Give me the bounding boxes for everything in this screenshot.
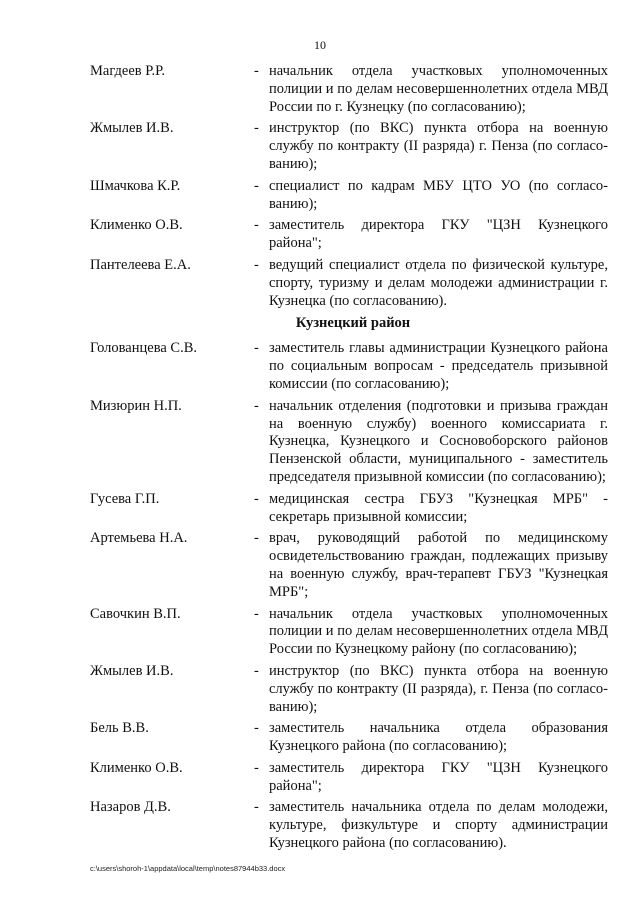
member-entry — [90, 799, 608, 852]
entry-dash: - — [254, 490, 259, 507]
member-entry — [90, 760, 608, 796]
member-name: Бель В.В. — [90, 720, 149, 737]
member-name: Савочкин В.П. — [90, 605, 181, 622]
member-name: Артемьева Н.А. — [90, 530, 188, 547]
entry-dash: - — [254, 720, 259, 737]
member-name: Голованцева С.В. — [90, 340, 198, 357]
entry-dash: - — [254, 256, 259, 273]
member-name: Клименко О.В. — [90, 759, 183, 776]
member-role: инструктор (по ВКС) пункта отбора на военную службу по контракту (II разряда), г. Пенза (по согласованию); — [269, 662, 608, 715]
member-name: Жмылев И.В. — [90, 120, 174, 137]
member-role: заместитель начальника отдела образования Кузнецкого района (по согласованию); — [269, 720, 608, 755]
entry-dash: - — [254, 397, 259, 414]
member-name: Гусева Г.П. — [90, 490, 160, 507]
member-role: заместитель начальника отдела по делам молодежи, культуре, физкультуре и спорту администрации Кузнецкого района (по согласованию). — [269, 799, 608, 852]
entry-dash: - — [254, 662, 259, 679]
member-name: Клименко О.В. — [90, 217, 183, 234]
member-entry — [90, 257, 608, 310]
member-entry — [90, 120, 608, 173]
entry-dash: - — [254, 217, 259, 234]
member-entry — [90, 720, 608, 756]
member-entry — [90, 63, 608, 116]
commission-list — [90, 63, 608, 857]
member-entry — [90, 663, 608, 716]
entry-dash: - — [254, 799, 259, 816]
city-member-list — [90, 63, 608, 310]
member-role: заместитель директора ГКУ "ЦЗН Кузнецкого района"; — [269, 217, 608, 252]
document-file-path: c:\users\shoroh-1\appdata\local\temp\notes87944b33.docx — [90, 864, 286, 873]
member-entry — [90, 217, 608, 253]
member-name: Шмачкова К.Р. — [90, 177, 181, 194]
member-role: начальник отделения (подготовки и призыва граждан на военную службу) военного комиссариата г. Кузнецка, Кузнецкого и Сосновоборского районов Пензенской области, муниципального - заместитель председателя призывной комиссии (по согласованию); — [269, 397, 608, 485]
member-role: начальник отдела участковых уполномоченных полиции и по делам несовершеннолетних отдела МВД России по Кузнецкому району (по согласованию); — [269, 605, 608, 658]
member-role: инструктор (по ВКС) пункта отбора на военную службу по контракту (II разряда) г. Пенза (по согласованию); — [269, 120, 608, 172]
member-role: врач, руководящий работой по медицинскому освидетельствованию граждан, подлежащих призыву на военную службу, врач-терапевт ГБУЗ "Кузнецкая МРБ"; — [269, 530, 608, 600]
member-entry — [90, 398, 608, 487]
member-entry — [90, 491, 608, 527]
member-entry — [90, 530, 608, 601]
member-role: заместитель главы администрации Кузнецкого района по социальным вопросам - председатель призывной комиссии (по согласованию); — [269, 340, 608, 392]
member-entry — [90, 178, 608, 214]
member-name: Магдеев Р.Р. — [90, 63, 166, 79]
entry-dash: - — [254, 120, 259, 137]
member-role: специалист по кадрам МБУ ЦТО УО (по согласованию); — [269, 177, 608, 212]
member-role: начальник отдела участковых уполномоченных полиции и по делам несовершеннолетних отдела МВД России по г. Кузнецку (по согласованию); — [269, 63, 608, 115]
member-role: медицинская сестра ГБУЗ "Кузнецкая МРБ" - секретарь призывной комиссии; — [269, 490, 608, 525]
member-name: Пантелеева Е.А. — [90, 256, 191, 273]
member-name: Жмылев И.В. — [90, 662, 174, 679]
district-member-list — [90, 340, 608, 853]
entry-dash: - — [254, 759, 259, 776]
member-role: заместитель директора ГКУ "ЦЗН Кузнецкого района"; — [269, 759, 608, 794]
section-heading: Кузнецкий район — [295, 315, 411, 332]
member-name: Мизюрин Н.П. — [90, 397, 182, 414]
entry-dash: - — [254, 605, 259, 622]
entry-dash: - — [254, 530, 259, 547]
member-entry — [90, 606, 608, 659]
entry-dash: - — [254, 63, 259, 79]
entry-dash: - — [254, 340, 259, 357]
page-number: 10 — [314, 38, 326, 52]
member-role: ведущий специалист отдела по физической культуре, спорту, туризму и делам молодежи администрации г. Кузнецка (по согласованию). — [269, 256, 608, 309]
member-name: Назаров Д.В. — [90, 799, 171, 816]
member-entry — [90, 340, 608, 393]
entry-dash: - — [254, 177, 259, 194]
